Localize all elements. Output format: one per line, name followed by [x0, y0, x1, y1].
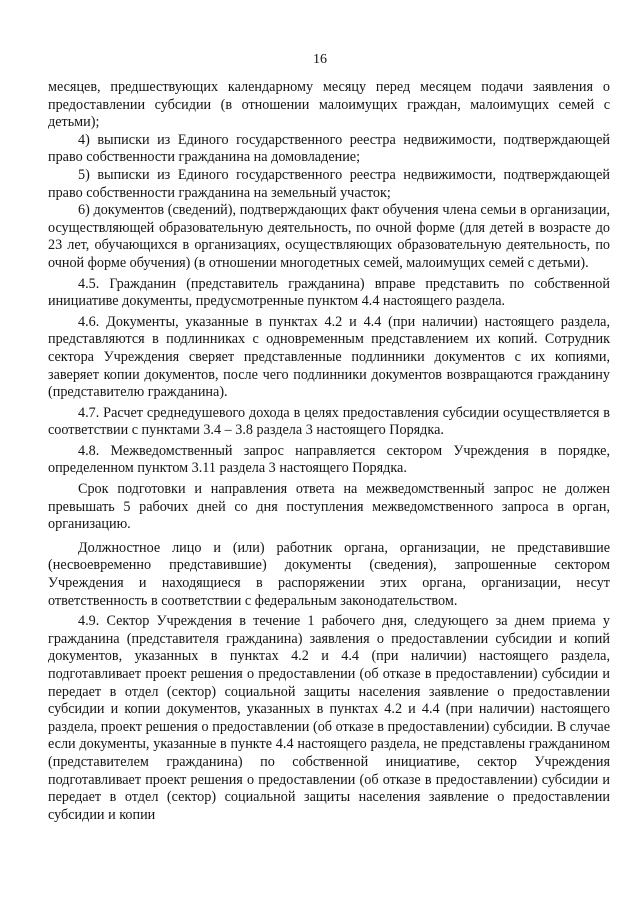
paragraph-4-9: 4.9. Сектор Учреждения в течение 1 рабочего дня, следующего за днем приема у гражданина (представителя гражданина) заявления о предоставлении субсидии и копий документов, указанных в пунктах 4.2 и 4.4 (при наличии) настоящего раздела, подготавливает проект решения о предоставлении (об отказе в предоставлении) субсидии и передает в отдел (сектор) социальной защиты населения заявление о предоставлении субсидии и копии документов, указанных в пунктах 4.2 и 4.4 (при наличии) настоящего раздела, проект решения о предоставлении (об отказе в предоставлении) субсидии. В случае если документы, указанные в пункте 4.4 настоящего раздела, не представлены гражданином (представителем гражданина) по собственной инициативе, сектор Учреждения подготавливает проект решения о предоставлении (об отказе в предоставлении) субсидии и передает в отдел (сектор) социальной защиты населения заявление о предоставлении субсидии и копии	[48, 613, 610, 823]
paragraph-responsibility: Должностное лицо и (или) работник органа, организации, не представившие (несвоевременно представившие) документы (сведения), запрошенные сектором Учреждения и находящиеся в распоряжении этих органа, организации, несут ответственность в соответствии с федеральным законодательством.	[48, 539, 610, 609]
paragraph-item-5: 5) выписки из Единого государственного реестра недвижимости, подтверждающей право собственности гражданина на земельный участок;	[48, 166, 610, 201]
document-body	[48, 79, 610, 824]
paragraph-4-5: 4.5. Гражданин (представитель гражданина) вправе представить по собственной инициативе документы, предусмотренные пунктом 4.4 настоящего раздела.	[48, 275, 610, 310]
paragraph-request-deadline: Срок подготовки и направления ответа на межведомственный запрос не должен превышать 5 рабочих дней со дня поступления межведомственного запроса в орган, организацию.	[48, 481, 610, 533]
paragraph-4-6: 4.6. Документы, указанные в пунктах 4.2 и 4.4 (при наличии) настоящего раздела, представляются в подлинниках с одновременным представлением их копий. Сотрудник сектора Учреждения сверяет представленные подлинники документов с их копиями, заверяет копии документов, после чего подлинники документов возвращаются гражданину (представителю гражданина).	[48, 313, 610, 401]
page-number: 16	[313, 52, 327, 67]
paragraph-4-8: 4.8. Межведомственный запрос направляется сектором Учреждения в порядке, определенном пунктом 3.11 раздела 3 настоящего Порядка.	[48, 442, 610, 477]
paragraph-item-6: 6) документов (сведений), подтверждающих факт обучения члена семьи в организации, осуществляющей образовательную деятельность, по очной форме (для детей в возрасте до 23 лет, обучающихся в организациях, осуществляющих образовательную деятельность, по очной форме обучения) (в отношении многодетных семей, малоимущих семей с детьми).	[48, 202, 610, 271]
paragraph-continuation: месяцев, предшествующих календарному месяцу перед месяцем подачи заявления о предоставлении субсидии (в отношении малоимущих граждан, малоимущих семей с детьми);	[48, 79, 610, 131]
paragraph-item-4: 4) выписки из Единого государственного реестра недвижимости, подтверждающей право собственности гражданина на домовладение;	[48, 131, 610, 166]
paragraph-4-7: 4.7. Расчет среднедушевого дохода в целях предоставления субсидии осуществляется в соответствии с пунктами 3.4 – 3.8 раздела 3 настоящего Порядка.	[48, 404, 610, 439]
